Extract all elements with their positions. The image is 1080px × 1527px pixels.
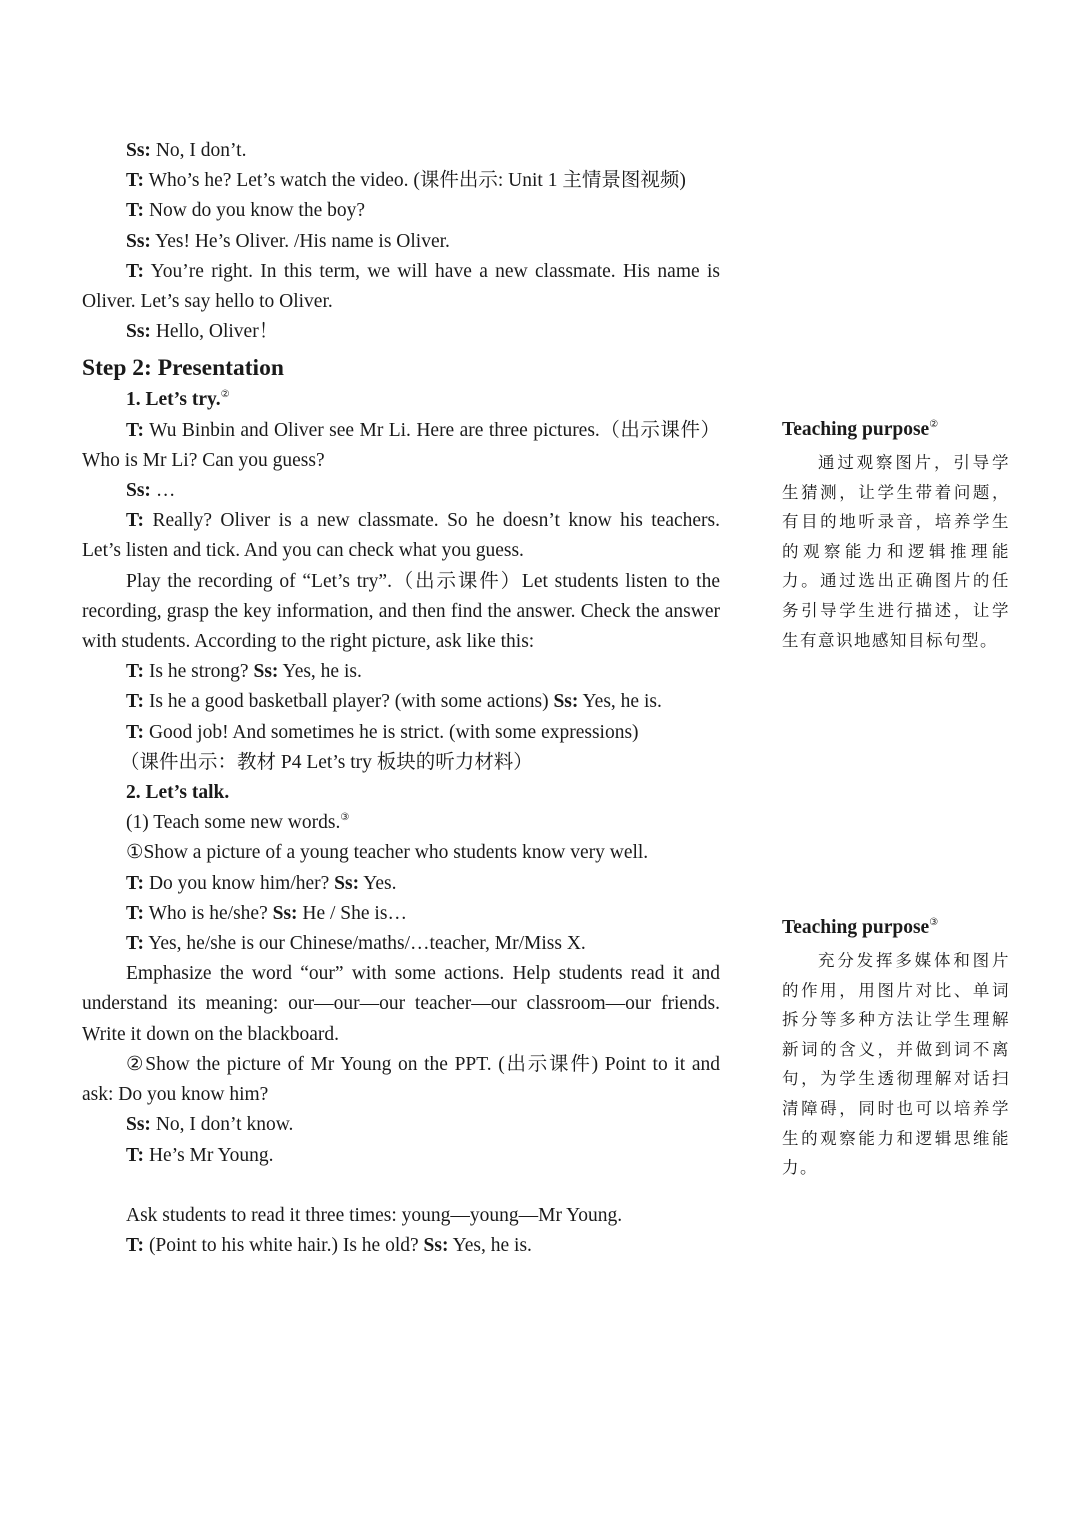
speaker: T: [126,510,145,532]
speaker: T: [126,260,145,282]
subsection-heading: 2. Let’s talk. [126,782,230,804]
dialogue-line: T: You’re right. In this term, we will have a new classmate. His name is Oliver. Let’s say hello to Oliver. [82,260,720,313]
speaker: T: [126,721,145,743]
speaker: T: [126,872,145,894]
speaker: Ss: [126,140,151,161]
teaching-purpose-note [782,914,1010,1183]
speaker: T: [126,170,145,192]
speaker: T: [126,200,145,222]
paragraph: Play the recording of “Let’s try”.（出示课件）Let students listen to the recording, grasp the key information, and then find the answer. Check the answer with students. According to the right picture, ask like this: [82,570,720,653]
paragraph: Emphasize the word “our” with some actions. Help students read it and understand its meaning: our—our—our teacher—our classroom—our friends. Write it down on the blackboard. [82,963,720,1045]
dialogue-line: T: Really? Oliver is a new classmate. So he doesn’t know his teachers. Let’s listen and tick. And you can check what you guess. [82,510,720,562]
dialogue-line: T: Who’s he? Let’s watch the video. (课件出示: Unit 1 主情景图视频) [126,170,686,192]
spacer [82,1171,720,1201]
speaker: Ss: [126,230,151,252]
speaker: Ss: [423,1234,449,1256]
dialogue-line: T: Is he a good basketball player? (with some actions) Ss: Yes, he is. [126,691,662,713]
paragraph: (1) Teach some new words.③ [126,812,350,834]
dialogue-line: T: Now do you know the boy? [126,200,366,222]
footnote-marker: ② [929,419,939,430]
paragraph: ①Show a picture of a young teacher who students know very well. [126,842,649,864]
subsection-heading: 1. Let’s try.② [126,389,230,411]
dialogue-line: Ss: No, I don’t know. [126,1114,294,1136]
speaker: Ss: [126,480,151,502]
speaker: Ss: [126,321,151,343]
dialogue-line: Ss: No, I don’t. [126,140,247,161]
note-body: 充分发挥多媒体和图片的作用，用图片对比、单词拆分等多种方法让学生理解新词的含义，并做到词不离句，为学生透彻理解对话扫清障碍，同时也可以培养学生的观察能力和逻辑思维能力。 [782,951,1010,1178]
dialogue-line: T: Wu Binbin and Oliver see Mr Li. Here are three pictures.（出示课件）Who is Mr Li? Can you guess? [82,419,720,471]
dialogue-line: T: Good job! And sometimes he is strict. (with some expressions) [126,721,639,743]
dialogue-line: T: He’s Mr Young. [126,1144,274,1166]
dialogue-line: T: Yes, he/she is our Chinese/maths/…teacher, Mr/Miss X. [126,933,586,955]
footnote-marker: ③ [929,917,939,928]
note-title: Teaching purpose③ [782,917,939,938]
paragraph: Ask students to read it three times: young—young—Mr Young. [126,1204,623,1226]
speaker: Ss: [272,902,298,924]
dialogue-line: T: Who is he/she? Ss: He / She is… [126,902,407,924]
speaker: T: [126,1144,145,1166]
speaker: T: [126,419,145,441]
dialogue-line: T: Is he strong? Ss: Yes, he is. [126,661,362,683]
section-heading: Step 2: Presentation [82,355,284,382]
main-column [82,136,720,1261]
teaching-purpose-note [782,416,1010,655]
speaker: Ss: [334,872,360,894]
speaker: T: [126,691,145,713]
paragraph: （课件出示：教材 P4 Let’s try 板块的听力材料） [120,751,533,773]
speaker: Ss: [553,691,579,713]
speaker: T: [126,661,145,683]
paragraph: ②Show the picture of Mr Young on the PPT. (出示课件) Point to it and ask: Do you know him? [82,1053,720,1106]
speaker: Ss: [253,661,279,683]
footnote-marker: ③ [340,812,350,824]
speaker: T: [126,902,145,924]
dialogue-line: Ss: Hello, Oliver！ [126,321,279,343]
speaker: T: [126,1234,145,1256]
dialogue-line: Ss: … [126,480,176,502]
footnote-marker: ② [220,389,230,401]
speaker: Ss: [126,1114,151,1136]
dialogue-line: Ss: Yes! He’s Oliver. /His name is Oliver. [126,230,450,252]
dialogue-line: T: (Point to his white hair.) Is he old? Ss: Yes, he is. [126,1234,532,1256]
note-title: Teaching purpose② [782,419,939,440]
note-body: 通过观察图片，引导学生猜测，让学生带着问题，有目的地听录音，培养学生的观察能力和逻辑推理能力。通过选出正确图片的任务引导学生进行描述，让学生有意识地感知目标句型。 [782,453,1010,650]
dialogue-line: T: Do you know him/her? Ss: Yes. [126,872,397,894]
speaker: T: [126,933,145,955]
